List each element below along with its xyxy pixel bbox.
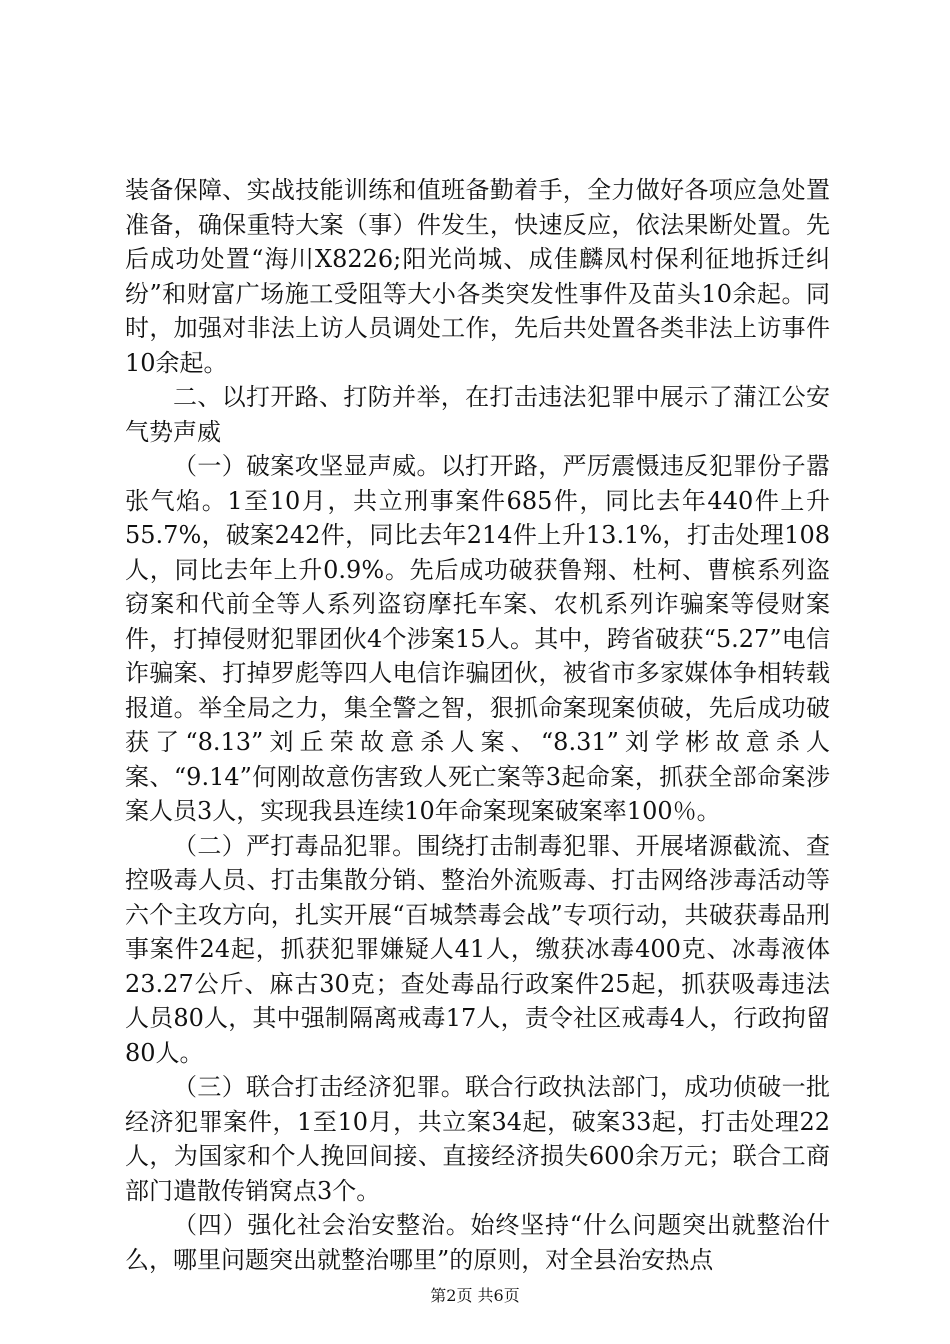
paragraph-continuation: 装备保障、实战技能训练和值班备勤着手，全力做好各项应急处置准备，确保重特大案（事）件发生，快速反应，依法果断处置。先后成功处置“海川X8226;阳光尚城、成佳麟凤村保利征地拆迁纠纷”和财富广场施工受阻等大小各类突发性事件及苗头10余起。同时，加强对非法上访人员调处工作，先后共处置各类非法上访事件10余起。 bbox=[125, 176, 830, 377]
paragraph-public-order: （四）强化社会治安整治。始终坚持“什么问题突出就整治什么，哪里问题突出就整治哪里”的原则，对全县治安热点 bbox=[125, 1211, 830, 1274]
paragraph-drug-crime: （二）严打毒品犯罪。围绕打击制毒犯罪、开展堵源截流、查控吸毒人员、打击集散分销、整治外流贩毒、打击网络涉毒活动等六个主攻方向，扎实开展“百城禁毒会战”专项行动，共破获毒品刑事案件24起，抓获犯罪嫌疑人41人，缴获冰毒400克、冰毒液体23.27公斤、麻古30克；查处毒品行政案件25起，抓获吸毒违法人员80人，其中强制隔离戒毒17人，责令社区戒毒4人，行政拘留80人。 bbox=[125, 831, 830, 1067]
section-heading: 二、以打开路、打防并举，在打击违法犯罪中展示了蒲江公安气势声威 bbox=[125, 383, 830, 446]
paragraph-case-solving: （一）破案攻坚显声威。以打开路，严厉震慑违反犯罪份子嚣张气焰。1至10月，共立刑事案件685件，同比去年440件上升55.7%，破案242件，同比去年214件上升13.1%，打击处理108人，同比去年上升0.9%。先后成功破获鲁翔、杜柯、曹槟系列盗窃案和代前全等人系列盗窃摩托车案、农机系列诈骗案等侵财案件，打掉侵财犯罪团伙4个涉案15人。其中，跨省破获“5.27”电信诈骗案、打掉罗彪等四人电信诈骗团伙，被省市多家媒体争相转载报道。举全局之力，集全警之智，狠抓命案现案侦破，先后成功破获了“8.13”刘丘荣故意杀人案、“8.31”刘学彬故意杀人案、“9.14”何刚故意伤害致人死亡案等3起命案，抓获全部命案涉案人员3人，实现我县连续10年命案现案破案率100％。 bbox=[125, 452, 830, 825]
page-number-footer: 第2页 共6页 bbox=[430, 1286, 520, 1305]
document-body bbox=[125, 173, 830, 1277]
paragraph-economic-crime: （三）联合打击经济犯罪。联合行政执法部门，成功侦破一批经济犯罪案件，1至10月，共立案34起，破案33起，打击处理22人，为国家和个人挽回间接、直接经济损失600余万元；联合工商部门遣散传销窝点3个。 bbox=[125, 1073, 830, 1205]
